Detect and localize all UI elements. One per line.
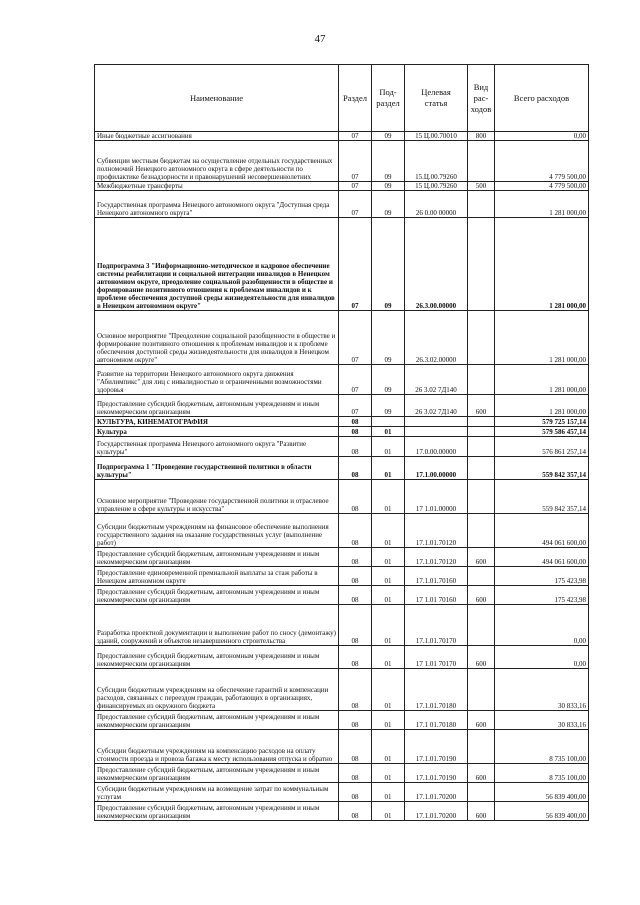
table-row	[95, 764, 589, 783]
row-total: 1 281 000,00	[495, 395, 589, 417]
row-total: 4 779 500,00	[495, 141, 589, 182]
row-type: 600	[468, 711, 495, 730]
row-target: 17.1.01.70120	[405, 514, 468, 548]
table-row	[95, 311, 589, 365]
row-total: 576 861 257,14	[495, 437, 589, 457]
row-type	[468, 730, 495, 764]
row-section: 07	[339, 141, 372, 182]
row-section: 08	[339, 646, 372, 669]
row-type	[468, 311, 495, 365]
row-section: 08	[339, 514, 372, 548]
table-row	[95, 548, 589, 567]
row-subsection: 01	[372, 764, 405, 783]
table-row	[95, 365, 589, 395]
table-row	[95, 802, 589, 821]
row-subsection: 01	[372, 514, 405, 548]
table-row	[95, 514, 589, 548]
table-row	[95, 586, 589, 605]
row-target: 15 Ц.00.70010	[405, 132, 468, 141]
row-type: 800	[468, 132, 495, 141]
row-type	[468, 605, 495, 646]
row-total: 494 061 600,00	[495, 514, 589, 548]
row-subsection: 01	[372, 567, 405, 586]
table-row	[95, 417, 589, 427]
row-subsection: 01	[372, 548, 405, 567]
row-name: Государственная программа Ненецкого автономного округа "Развитие культуры"	[95, 437, 339, 457]
row-total: 30 833,16	[495, 669, 589, 711]
row-type	[468, 514, 495, 548]
row-subsection: 01	[372, 730, 405, 764]
row-type: 600	[468, 548, 495, 567]
table-row	[95, 141, 589, 182]
row-subsection: 09	[372, 191, 405, 218]
header-target: Целевая статья	[405, 65, 468, 132]
row-target: 15 Ц.00.79260	[405, 182, 468, 191]
header-type: Вид рас- ходов	[468, 65, 495, 132]
table-row	[95, 437, 589, 457]
row-subsection: 09	[372, 218, 405, 311]
row-target	[405, 417, 468, 427]
row-subsection	[372, 417, 405, 427]
row-section: 07	[339, 395, 372, 417]
table-row	[95, 395, 589, 417]
row-target: 17 1.01 70170	[405, 646, 468, 669]
row-name: Субсидии бюджетным учреждениям на возмещение затрат по коммунальным услугам	[95, 783, 339, 802]
table-row	[95, 730, 589, 764]
row-target: 17.1.01.70120	[405, 548, 468, 567]
row-type: 600	[468, 802, 495, 821]
row-total: 559 842 357,14	[495, 457, 589, 480]
row-section: 07	[339, 182, 372, 191]
row-total: 56 839 400,00	[495, 783, 589, 802]
row-type	[468, 437, 495, 457]
row-type: 600	[468, 586, 495, 605]
budget-table	[94, 64, 589, 821]
table-row	[95, 646, 589, 669]
row-section: 07	[339, 191, 372, 218]
row-type: 600	[468, 646, 495, 669]
row-subsection: 01	[372, 480, 405, 514]
header-subsection: Под- раздел	[372, 65, 405, 132]
row-subsection: 01	[372, 605, 405, 646]
table-row	[95, 427, 589, 437]
row-section: 07	[339, 365, 372, 395]
row-total: 494 061 600,00	[495, 548, 589, 567]
header-row	[95, 65, 589, 132]
row-total: 1 281 000,00	[495, 311, 589, 365]
row-name: Предоставление субсидий бюджетным, автономным учреждениям и иным некоммерческим организациям	[95, 395, 339, 417]
row-name: Субсидии бюджетным учреждениям на компенсацию расходов на оплату стоимости проезда и провоза багажа к месту использования отпуска и обратно	[95, 730, 339, 764]
row-subsection: 01	[372, 783, 405, 802]
row-subsection: 01	[372, 437, 405, 457]
row-section: 08	[339, 417, 372, 427]
row-type	[468, 417, 495, 427]
row-total: 579 725 157,14	[495, 417, 589, 427]
row-name: Основное мероприятие "Преодоление социальной разобщенности в обществе и формирование позитивного отношения к проблемам инвалидов и к проблеме обеспечения доступной среды жизнедеятельности для инвалидов в Ненецком автономном округе"	[95, 311, 339, 365]
row-total: 0,00	[495, 132, 589, 141]
row-total: 8 735 100,00	[495, 730, 589, 764]
row-section: 08	[339, 548, 372, 567]
row-target: 17.1.01.70170	[405, 605, 468, 646]
row-type	[468, 427, 495, 437]
row-name: Предоставление субсидий бюджетным, автономным учреждениям и иным некоммерческим организациям	[95, 646, 339, 669]
row-name: Предоставление субсидий бюджетным, автономным учреждениям и иным некоммерческим организациям	[95, 586, 339, 605]
row-target: 26.3.02.00000	[405, 311, 468, 365]
row-subsection: 01	[372, 802, 405, 821]
row-target: 17.1.00.00000	[405, 457, 468, 480]
row-total: 0,00	[495, 646, 589, 669]
header-total: Всего расходов	[495, 65, 589, 132]
row-total: 175 423,98	[495, 567, 589, 586]
row-section: 08	[339, 783, 372, 802]
row-target: 17.1.01.70200	[405, 802, 468, 821]
row-target	[405, 427, 468, 437]
row-name: Субсидии бюджетным учреждениям на финансовое обеспечение выполнения государственного задания на оказание государственных услуг (выполнение работ)	[95, 514, 339, 548]
row-target: 17 1.01.00000	[405, 480, 468, 514]
row-subsection: 01	[372, 457, 405, 480]
row-target: 17.1 01.70180	[405, 711, 468, 730]
row-total: 559 842 357,14	[495, 480, 589, 514]
row-target: 26 0.00 00000	[405, 191, 468, 218]
row-type	[468, 365, 495, 395]
row-target: 26 3.02 7Д140	[405, 365, 468, 395]
row-type	[468, 218, 495, 311]
row-name: Развитие на территории Ненецкого автономного округа движения "Абилимпикс" для лиц с инвалидностью и ограниченными возможностями здоровья	[95, 365, 339, 395]
row-section: 07	[339, 218, 372, 311]
row-section: 08	[339, 711, 372, 730]
row-name: Предоставление субсидий бюджетным, автономным учреждениям и иным некоммерческим организациям	[95, 764, 339, 783]
row-total: 1 281 000,00	[495, 218, 589, 311]
row-subsection: 09	[372, 311, 405, 365]
row-subsection: 09	[372, 132, 405, 141]
table-row	[95, 669, 589, 711]
table-row	[95, 783, 589, 802]
row-target: 17 1.01 70160	[405, 586, 468, 605]
row-section: 08	[339, 586, 372, 605]
table-row	[95, 567, 589, 586]
row-target: 26.3.00.00000	[405, 218, 468, 311]
row-total: 0,00	[495, 605, 589, 646]
row-name: Основное мероприятие "Проведение государственной политики и отраслевое управление в сфере культуры и искусства"	[95, 480, 339, 514]
row-name: Подпрограмма 3 "Информационно-методическое и кадровое обеспечение системы реабилитации и социальной интеграции инвалидов в Ненецком автономном округе, преодоление социальной разобщенности в обществе и формирование позитивного отношения к проблемам инвалидов и к проблеме обеспечения доступной среды жизнедеятельности для инвалидов в Ненецком автономном округе"	[95, 218, 339, 311]
row-section: 08	[339, 669, 372, 711]
row-target: 17.1.01.70200	[405, 783, 468, 802]
table-row	[95, 457, 589, 480]
row-section: 07	[339, 132, 372, 141]
header-section: Раздел	[339, 65, 372, 132]
row-name: Предоставление субсидий бюджетным, автономным учреждениям и иным некоммерческим организациям	[95, 548, 339, 567]
row-target: 26 3.02 7Д140	[405, 395, 468, 417]
row-section: 08	[339, 802, 372, 821]
row-subsection: 01	[372, 646, 405, 669]
row-section: 08	[339, 427, 372, 437]
row-type: 600	[468, 764, 495, 783]
row-type	[468, 480, 495, 514]
row-name: Межбюджетные трансферты	[95, 182, 339, 191]
row-target: 15.Ц.00.79260	[405, 141, 468, 182]
row-total: 579 586 457,14	[495, 427, 589, 437]
row-total: 1 281 000,00	[495, 191, 589, 218]
row-section: 08	[339, 764, 372, 783]
row-section: 08	[339, 437, 372, 457]
row-subsection: 01	[372, 586, 405, 605]
row-type	[468, 457, 495, 480]
row-name: Предоставление субсидий бюджетным, автономным учреждениям и иным некоммерческим организациям	[95, 711, 339, 730]
row-section: 08	[339, 730, 372, 764]
row-type	[468, 783, 495, 802]
row-target: 17.1.01.70190	[405, 764, 468, 783]
row-type: 600	[468, 395, 495, 417]
row-name: Субсидии бюджетным учреждениям на обеспечение гарантий и компенсации расходов, связанных с переездом граждан, работающих в организациях, финансируемых из окружного бюджета	[95, 669, 339, 711]
header-name: Наименование	[95, 65, 339, 132]
row-target: 17.1.01.70160	[405, 567, 468, 586]
row-total: 8 735 100,00	[495, 764, 589, 783]
row-name: Иные бюджетные ассигнования	[95, 132, 339, 141]
page-number: 47	[314, 33, 326, 45]
row-name: Государственная программа Ненецкого автономного округа "Доступная среда Ненецкого автономного округа"	[95, 191, 339, 218]
row-total: 175 423,98	[495, 586, 589, 605]
table-row	[95, 218, 589, 311]
row-section: 08	[339, 457, 372, 480]
row-subsection: 09	[372, 141, 405, 182]
row-subsection: 09	[372, 395, 405, 417]
row-type	[468, 141, 495, 182]
row-total: 1 281 000,00	[495, 365, 589, 395]
row-name: Культура	[95, 427, 339, 437]
row-total: 56 839 400,00	[495, 802, 589, 821]
table-row	[95, 480, 589, 514]
row-subsection: 01	[372, 427, 405, 437]
row-type: 500	[468, 182, 495, 191]
row-type	[468, 567, 495, 586]
row-name: КУЛЬТУРА, КИНЕМАТОГРАФИЯ	[95, 417, 339, 427]
table-row	[95, 132, 589, 141]
row-type	[468, 669, 495, 711]
row-section: 08	[339, 480, 372, 514]
row-target: 17.1.01.70190	[405, 730, 468, 764]
row-total: 4 779 500,00	[495, 182, 589, 191]
row-subsection: 09	[372, 365, 405, 395]
row-subsection: 01	[372, 669, 405, 711]
row-name: Субвенции местным бюджетам на осуществление отдельных государственных полномочий Ненецкого автономного округа в сфере деятельности по профилактике безнадзорности и правонарушений несовершеннолетних	[95, 141, 339, 182]
row-target: 17.0.00.00000	[405, 437, 468, 457]
row-subsection: 09	[372, 182, 405, 191]
row-subsection: 01	[372, 711, 405, 730]
table-row	[95, 191, 589, 218]
row-section: 08	[339, 605, 372, 646]
table-row	[95, 605, 589, 646]
table-row	[95, 711, 589, 730]
row-name: Предоставление единовременной премиальной выплаты за стаж работы в Ненецком автономном округе	[95, 567, 339, 586]
row-name: Разработка проектной документации и выполнение работ по сносу (демонтажу) зданий, сооружений и объектов незавершенного строительства	[95, 605, 339, 646]
row-total: 30 833,16	[495, 711, 589, 730]
row-type	[468, 191, 495, 218]
row-name: Предоставление субсидий бюджетным, автономным учреждениям и иным некоммерческим организациям	[95, 802, 339, 821]
row-section: 08	[339, 567, 372, 586]
row-section: 07	[339, 311, 372, 365]
table-row	[95, 182, 589, 191]
row-target: 17.1.01.70180	[405, 669, 468, 711]
row-name: Подпрограмма 1 "Проведение государственной политики в области культуры"	[95, 457, 339, 480]
